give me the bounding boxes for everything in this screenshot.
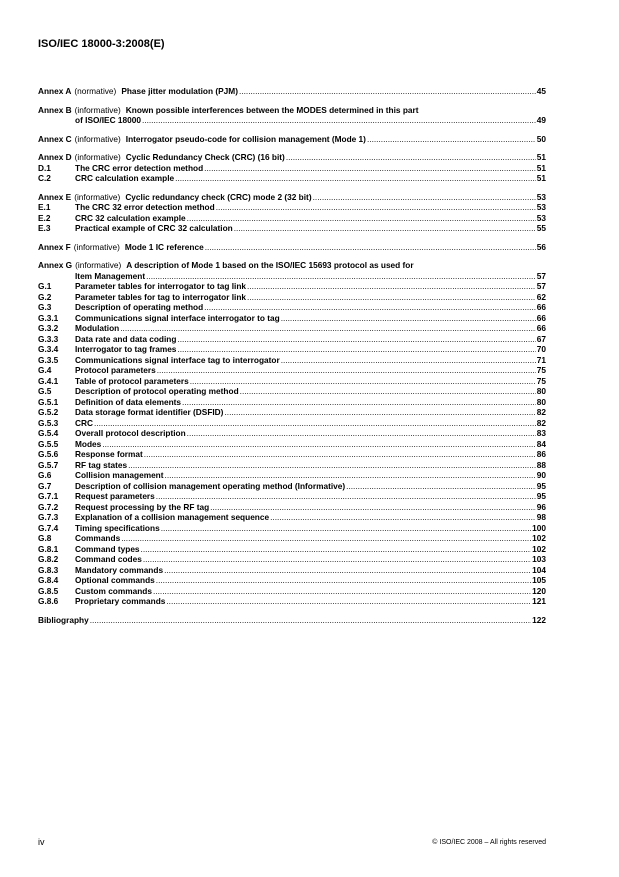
section-number: G.8.6 <box>38 596 59 606</box>
dot-leader <box>286 152 536 163</box>
toc-entry[interactable] <box>38 554 546 565</box>
toc-entry[interactable] <box>38 491 546 502</box>
toc-page-number: 45 <box>536 86 546 96</box>
annex-kind: (informative) <box>74 152 121 162</box>
toc-page-number: 50 <box>536 133 546 144</box>
page-number: iv <box>38 837 45 847</box>
dot-leader <box>175 173 536 184</box>
dot-leader <box>224 407 535 418</box>
toc-title: Data rate and data coding <box>75 333 177 344</box>
toc-entry[interactable] <box>38 565 546 576</box>
toc-title: Known possible interferences between the MODES determined in this part <box>125 104 419 115</box>
toc-title: Request parameters <box>75 491 155 501</box>
toc-entry[interactable] <box>38 533 546 544</box>
toc-page-number: 53 <box>536 191 546 202</box>
toc-entry[interactable] <box>38 512 546 523</box>
section-number: G.7.1 <box>38 491 59 501</box>
toc-annex-entry[interactable] <box>38 192 546 203</box>
annex-kind: (informative) <box>74 104 121 115</box>
toc-entry[interactable] <box>38 302 546 313</box>
toc-page-number: 62 <box>536 291 546 302</box>
toc-entry[interactable] <box>38 292 546 303</box>
toc-title: Description of operating method <box>75 302 204 312</box>
dot-leader <box>143 554 531 565</box>
section-number: G.2 <box>38 291 52 302</box>
toc-title: CRC calculation example <box>75 173 175 183</box>
toc-annex-entry[interactable] <box>38 86 546 97</box>
dot-leader <box>121 533 531 544</box>
toc-title: Parameter tables for tag to interrogator link <box>75 291 247 302</box>
dot-leader <box>187 213 536 224</box>
section-number: G.5.6 <box>38 449 59 459</box>
dot-leader <box>156 491 536 502</box>
toc-page-number: 105 <box>532 575 546 585</box>
annex-kind: (informative) <box>74 133 121 144</box>
toc-page-number: 120 <box>532 585 546 596</box>
section-number: G.8.1 <box>38 543 59 554</box>
toc-page-number: 84 <box>536 438 546 449</box>
toc-title: Cyclic Redundancy Check (CRC) (16 bit) <box>125 152 285 162</box>
dot-leader <box>164 565 531 576</box>
dot-leader <box>128 460 536 471</box>
toc-title: Modes <box>75 438 102 449</box>
toc-page-number: 102 <box>532 543 546 554</box>
toc-page-number: 51 <box>536 162 546 173</box>
dot-leader <box>146 271 536 282</box>
annex-label: Annex D <box>38 152 72 162</box>
dot-leader <box>247 281 536 292</box>
dot-leader <box>177 334 535 345</box>
toc-entry[interactable] <box>38 596 546 607</box>
section-number: G.5.7 <box>38 459 59 470</box>
toc-page-number: 56 <box>536 241 546 252</box>
section-number: D.1 <box>38 162 51 173</box>
dot-leader <box>120 323 536 334</box>
toc-title: The CRC 32 error detection method <box>75 202 215 212</box>
toc-title: Phase jitter modulation (PJM) <box>121 86 238 96</box>
toc-entry[interactable] <box>38 397 546 408</box>
dot-leader <box>165 470 536 481</box>
toc-page-number: 66 <box>536 323 546 333</box>
toc-page-number: 88 <box>536 459 546 470</box>
toc-page-number: 51 <box>536 152 546 162</box>
toc-page-number: 96 <box>536 501 546 512</box>
document-header: ISO/IEC 18000-3:2008(E) <box>38 38 165 50</box>
toc-page-number: 67 <box>536 333 546 344</box>
section-number: G.7 <box>38 480 52 491</box>
section-number: G.4 <box>38 365 52 375</box>
toc-title: Response format <box>75 449 143 459</box>
toc-annex-entry[interactable] <box>38 260 546 281</box>
section-number: G.4.1 <box>38 375 59 386</box>
toc-page-number: 100 <box>532 522 546 533</box>
section-number: E.2 <box>38 212 51 223</box>
dot-leader <box>177 344 535 355</box>
toc-annex-entry[interactable] <box>38 134 546 145</box>
toc-page-number: 49 <box>536 115 546 125</box>
dot-leader <box>94 418 536 429</box>
section-number: G.3.5 <box>38 354 59 365</box>
toc-page-number: 83 <box>536 428 546 438</box>
toc-annex-entry[interactable] <box>38 615 546 626</box>
toc-title: CRC <box>75 417 93 428</box>
dot-leader <box>346 481 536 492</box>
section-number: E.3 <box>38 223 51 233</box>
toc-title: Cyclic redundancy check (CRC) mode 2 (32 bit) <box>125 191 312 202</box>
annex-kind: (informative) <box>75 260 122 270</box>
toc-title: Commands <box>75 533 121 543</box>
dot-leader <box>102 439 535 450</box>
section-number: G.3.3 <box>38 333 59 344</box>
toc-title: Parameter tables for interrogator to tag link <box>75 281 247 291</box>
toc-entry[interactable] <box>38 470 546 481</box>
toc-entry[interactable] <box>38 502 546 513</box>
toc-page-number: 90 <box>536 470 546 480</box>
toc-title: Explanation of a collision management sequence <box>75 512 270 522</box>
toc-title: Proprietary commands <box>75 596 166 606</box>
section-number: G.5.5 <box>38 438 59 449</box>
toc-entry[interactable] <box>38 449 546 460</box>
dot-leader <box>166 596 531 607</box>
dot-leader <box>281 313 536 324</box>
toc-page-number: 103 <box>532 554 546 564</box>
toc-entry[interactable] <box>38 202 546 213</box>
toc-page-number: 51 <box>536 173 546 183</box>
dot-leader <box>210 502 536 513</box>
toc-title: Request processing by the RF tag <box>75 501 210 512</box>
toc-page-number: 80 <box>536 386 546 396</box>
section-number: G.5.2 <box>38 407 59 417</box>
toc-title: Mandatory commands <box>75 564 164 575</box>
annex-label: Annex A <box>38 86 72 96</box>
toc-entry[interactable] <box>38 355 546 366</box>
copyright-notice: © ISO/IEC 2008 – All rights reserved <box>432 839 546 846</box>
annex-label: Annex E <box>38 191 72 202</box>
toc-annex-entry[interactable] <box>38 152 546 163</box>
section-number: E.1 <box>38 202 51 212</box>
annex-label: Bibliography <box>38 614 89 625</box>
toc-entry[interactable] <box>38 418 546 429</box>
toc-title: Command codes <box>75 554 142 564</box>
toc-page-number: 95 <box>536 491 546 501</box>
toc-title: Practical example of CRC 32 calculation <box>75 223 233 233</box>
dot-leader <box>234 223 536 234</box>
dot-leader <box>239 86 536 97</box>
table-of-contents <box>38 86 546 625</box>
toc-title: Modulation <box>75 323 120 333</box>
toc-entry[interactable] <box>38 586 546 597</box>
dot-leader <box>270 512 536 523</box>
toc-entry[interactable] <box>38 365 546 376</box>
dot-leader <box>157 365 536 376</box>
toc-entry[interactable] <box>38 163 546 174</box>
toc-title: Interrogator pseudo-code for collision management (Mode 1) <box>125 133 366 144</box>
dot-leader <box>161 523 531 534</box>
section-number: G.8.2 <box>38 554 59 564</box>
toc-title: CRC 32 calculation example <box>75 212 186 223</box>
toc-annex-entry[interactable] <box>38 242 546 253</box>
toc-title: Communications signal interface interrogator to tag <box>75 312 280 323</box>
toc-page-number: 55 <box>536 223 546 233</box>
toc-page-number: 75 <box>536 375 546 386</box>
toc-page-number: 95 <box>536 480 546 491</box>
dot-leader <box>156 575 531 586</box>
toc-title: Optional commands <box>75 575 155 585</box>
toc-page-number: 122 <box>532 614 546 625</box>
dot-leader <box>144 449 536 460</box>
toc-title: Mode 1 IC reference <box>124 241 204 252</box>
section-number: G.7.3 <box>38 512 59 522</box>
dot-leader <box>90 615 531 626</box>
toc-title: Timing specifications <box>75 522 160 533</box>
toc-entry[interactable] <box>38 523 546 534</box>
section-number: G.6 <box>38 470 52 480</box>
toc-entry[interactable] <box>38 323 546 334</box>
section-number: C.2 <box>38 173 51 183</box>
toc-page-number: 71 <box>536 354 546 365</box>
dot-leader <box>204 163 536 174</box>
toc-entry[interactable] <box>38 223 546 234</box>
toc-page-number: 70 <box>536 344 546 354</box>
dot-leader <box>182 397 536 408</box>
toc-title: Data storage format identifier (DSFID) <box>75 407 224 417</box>
section-number: G.8.5 <box>38 585 59 596</box>
annex-kind: (normative) <box>74 86 117 96</box>
section-number: G.3.1 <box>38 312 59 323</box>
annex-label: Annex C <box>38 133 72 144</box>
section-number: G.3.4 <box>38 344 59 354</box>
toc-page-number: 66 <box>536 312 546 323</box>
section-number: G.7.2 <box>38 501 59 512</box>
toc-page-number: 102 <box>532 533 546 543</box>
toc-page-number: 57 <box>536 281 546 291</box>
dot-leader <box>204 302 536 313</box>
section-number: G.5.4 <box>38 428 59 438</box>
toc-title: Command types <box>75 543 140 554</box>
toc-entry[interactable] <box>38 460 546 471</box>
toc-title: Communications signal interface tag to interrogator <box>75 354 280 365</box>
toc-title: Custom commands <box>75 585 152 596</box>
section-number: G.8.4 <box>38 575 59 585</box>
toc-title: The CRC error detection method <box>75 162 204 173</box>
toc-page-number: 82 <box>536 417 546 428</box>
toc-entry[interactable] <box>38 428 546 439</box>
toc-title: Collision management <box>75 470 164 480</box>
annex-kind: (informative) <box>73 241 120 252</box>
dot-leader <box>216 202 536 213</box>
toc-entry[interactable] <box>38 481 546 492</box>
section-number: G.5 <box>38 386 52 396</box>
dot-leader <box>247 292 536 303</box>
toc-entry[interactable] <box>38 439 546 450</box>
dot-leader <box>190 376 536 387</box>
toc-title: Protocol parameters <box>75 365 156 375</box>
dot-leader <box>281 355 536 366</box>
toc-annex-entry[interactable] <box>38 105 546 126</box>
toc-title: Interrogator to tag frames <box>75 344 177 354</box>
toc-page-number: 82 <box>536 407 546 417</box>
toc-entry[interactable] <box>38 213 546 224</box>
toc-page-number: 104 <box>532 564 546 575</box>
dot-leader <box>187 428 536 439</box>
toc-title: RF tag states <box>75 459 128 470</box>
dot-leader <box>141 544 532 555</box>
toc-title: Overall protocol description <box>75 428 186 438</box>
toc-page-number: 53 <box>536 202 546 212</box>
dot-leader <box>205 242 536 253</box>
section-number: G.5.3 <box>38 417 59 428</box>
annex-kind: (informative) <box>74 191 121 202</box>
section-number: G.8 <box>38 533 52 543</box>
section-number: G.3.2 <box>38 323 59 333</box>
toc-entry[interactable] <box>38 281 546 292</box>
toc-page-number: 53 <box>536 212 546 223</box>
toc-entry[interactable] <box>38 376 546 387</box>
toc-page-number: 86 <box>536 449 546 459</box>
toc-entry[interactable] <box>38 344 546 355</box>
toc-title: Table of protocol parameters <box>75 375 189 386</box>
dot-leader <box>367 134 536 145</box>
annex-label: Annex G <box>38 260 73 270</box>
dot-leader <box>142 115 536 126</box>
toc-entry[interactable] <box>38 313 546 324</box>
toc-page-number: 121 <box>532 596 546 606</box>
toc-title-continued: Item Management <box>75 270 146 281</box>
toc-title-continued: of ISO/IEC 18000 <box>75 115 141 125</box>
toc-entry[interactable] <box>38 386 546 397</box>
toc-entry[interactable] <box>38 575 546 586</box>
dot-leader <box>313 192 536 203</box>
toc-entry[interactable] <box>38 407 546 418</box>
toc-entry[interactable] <box>38 334 546 345</box>
toc-title: Description of collision management operating method (Informative) <box>75 480 346 491</box>
dot-leader <box>240 386 536 397</box>
toc-title: Definition of data elements <box>75 396 182 407</box>
toc-page-number: 57 <box>536 270 546 281</box>
section-number: G.8.3 <box>38 564 59 575</box>
dot-leader <box>153 586 531 597</box>
toc-page-number: 80 <box>536 396 546 407</box>
section-number: G.3 <box>38 302 52 312</box>
annex-label: Annex F <box>38 241 71 252</box>
toc-page-number: 75 <box>536 365 546 375</box>
toc-title: Description of protocol operating method <box>75 386 239 396</box>
toc-page-number: 66 <box>536 302 546 312</box>
toc-entry[interactable] <box>38 544 546 555</box>
section-number: G.1 <box>38 281 52 291</box>
toc-title: A description of Mode 1 based on the ISO/IEC 15693 protocol as used for <box>126 260 414 270</box>
toc-entry[interactable] <box>38 173 546 184</box>
section-number: G.7.4 <box>38 522 59 533</box>
annex-label: Annex B <box>38 104 72 115</box>
toc-page-number: 98 <box>536 512 546 522</box>
section-number: G.5.1 <box>38 396 59 407</box>
